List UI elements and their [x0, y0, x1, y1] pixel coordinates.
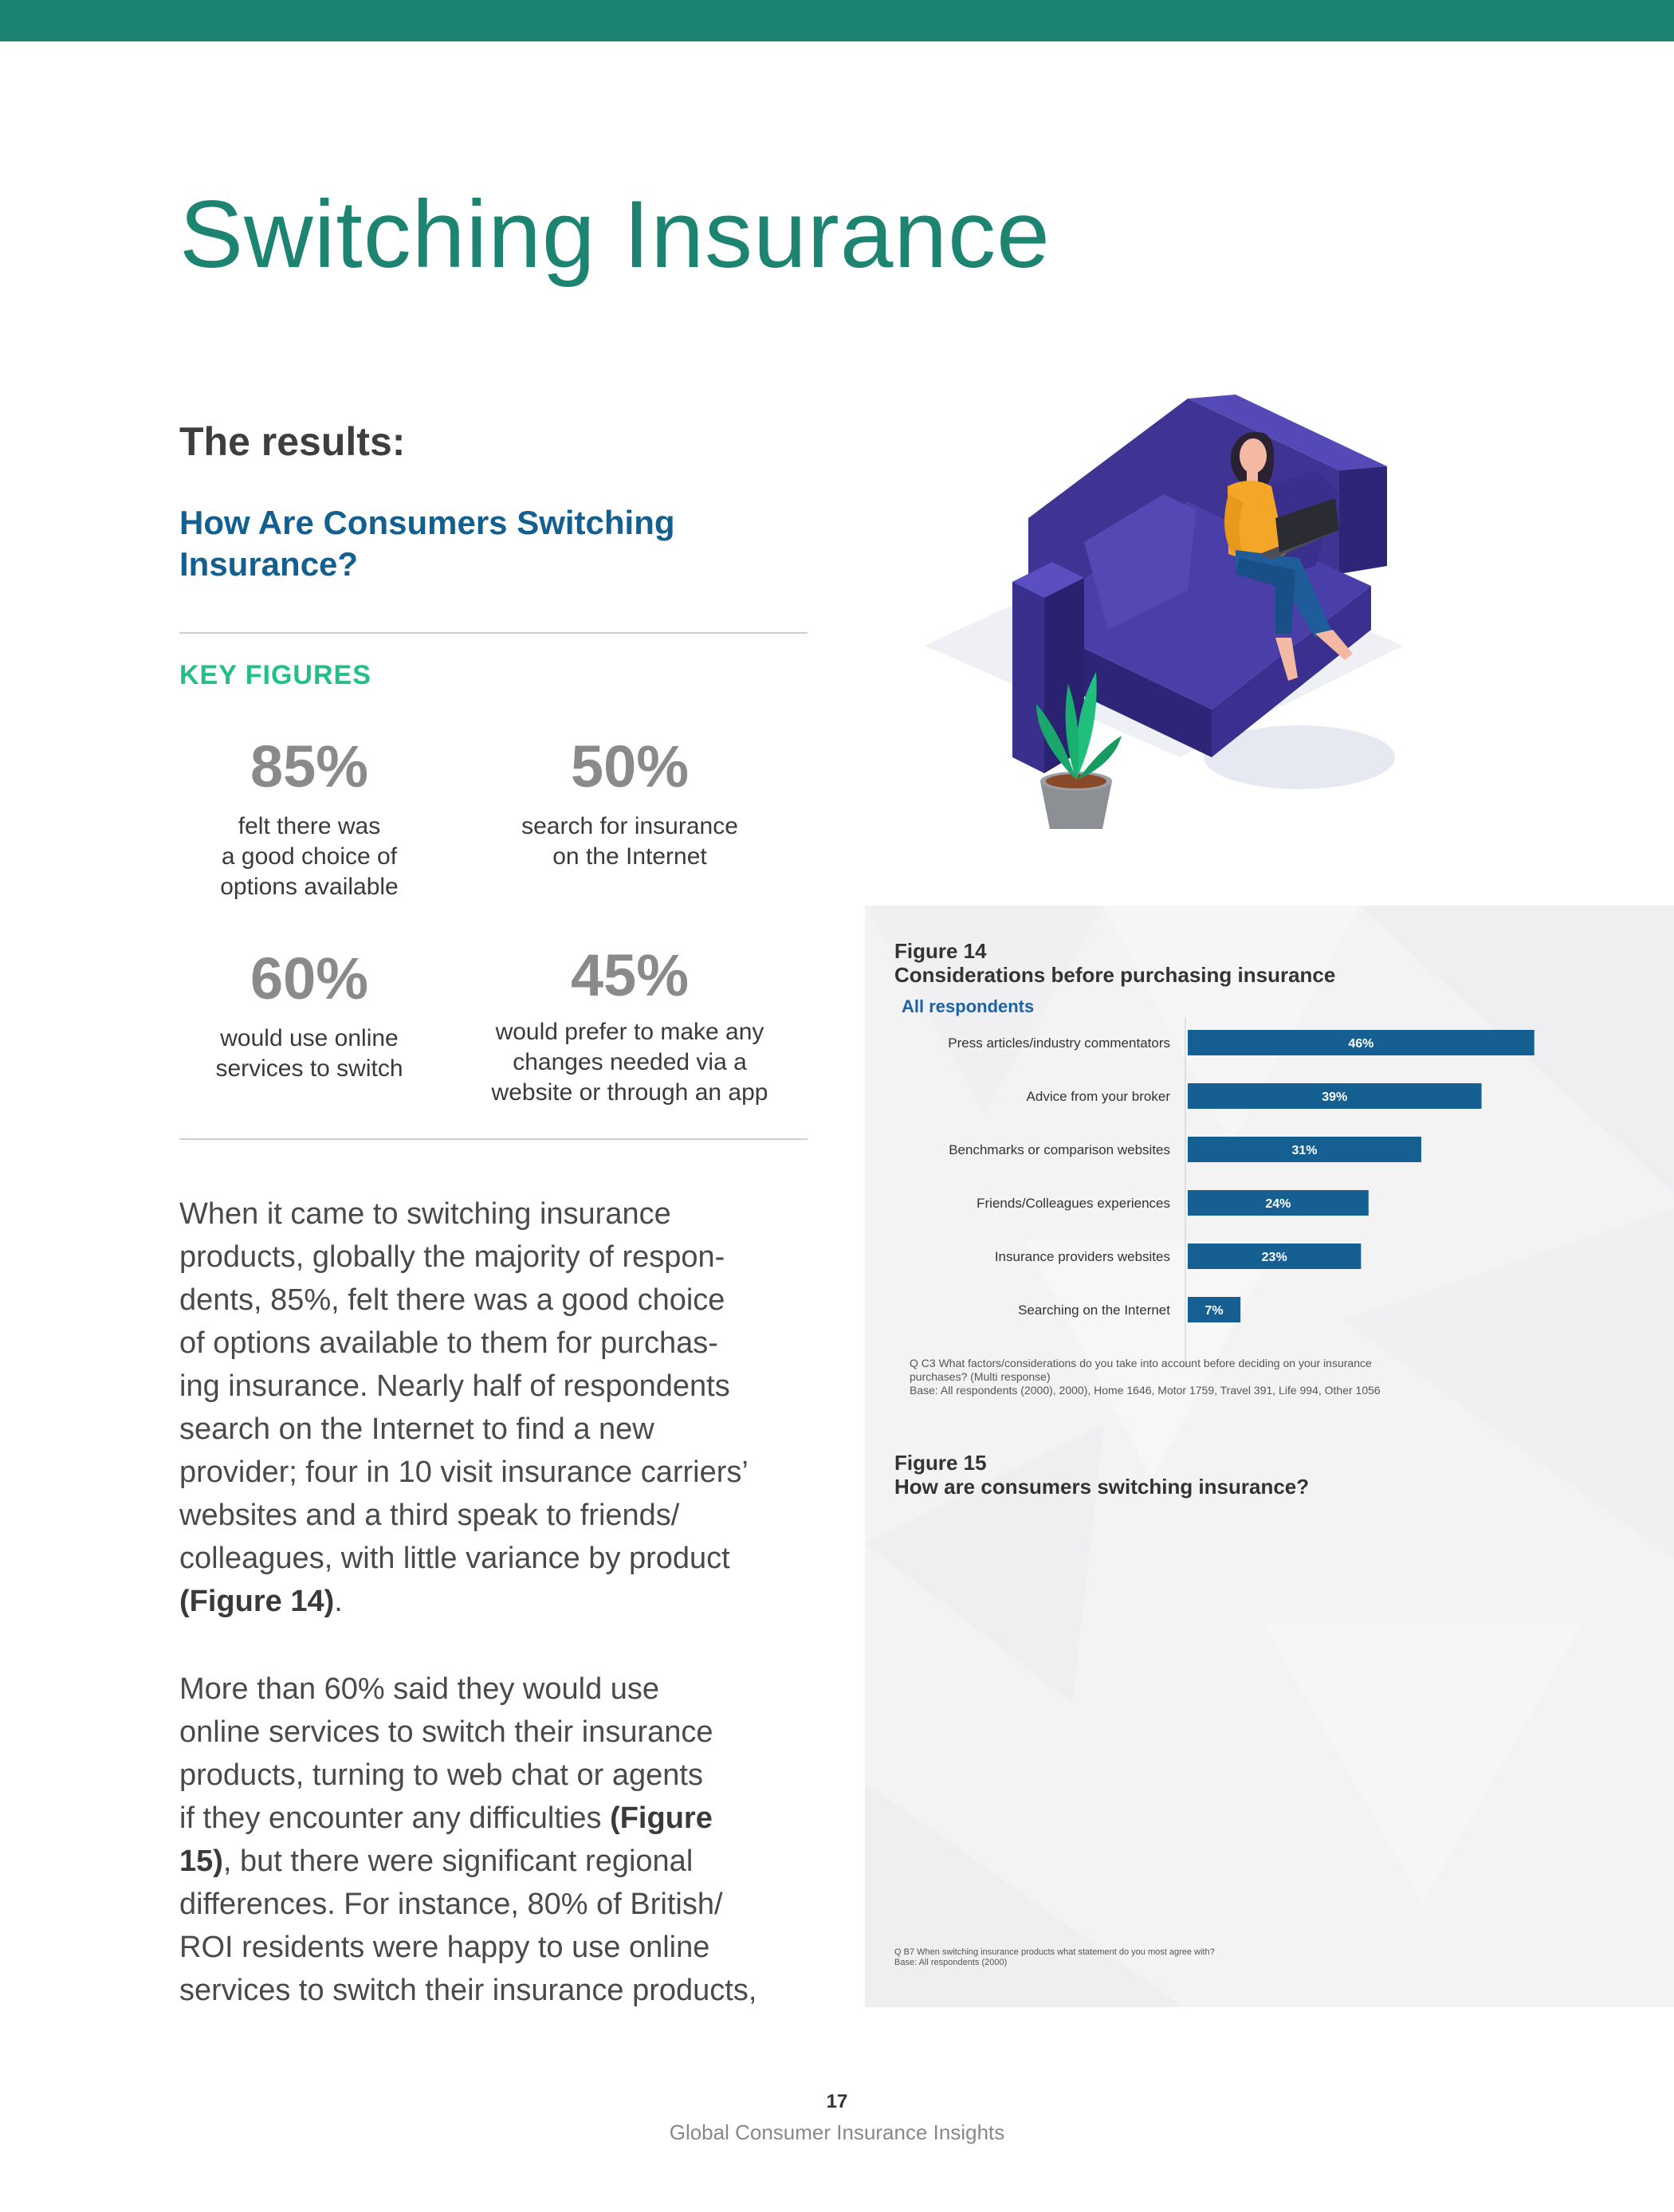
section-subheading: How Are Consumers Switching Insurance?: [179, 504, 675, 583]
figure-15-note: Q B7 When switching insurance products what statement do you most agree with? Base: All respondents (2000): [894, 1947, 1215, 1967]
chart-value-label: 24%: [1265, 1197, 1291, 1211]
figure-15-reference: (Figure: [610, 1801, 713, 1835]
body-paragraph-1: When it came to switching insurance products, globally the majority of respon- dents, 85%, felt there was a good choice of options available to them for purchas- ing insurance. Nearly half of respondents search on the Internet to find a new provider; four in 10 visit insurance carriers’ websites and a third speak to friends/ colleagues, with little variance by product (Figure 14).: [179, 1197, 749, 1618]
chart-value-label: 46%: [1348, 1037, 1374, 1051]
page-number: 17: [826, 2091, 848, 2112]
chart-value-label: 7%: [1204, 1304, 1224, 1318]
chart-value-label: 39%: [1322, 1090, 1348, 1104]
key-figure-60: [142, 947, 477, 1084]
figure-14-chart: [865, 1017, 1674, 1471]
key-figure-text: search for insurance on the Internet: [521, 813, 738, 870]
figure-15-chart: [865, 1511, 1674, 1958]
chart-category-label: Searching on the Internet: [1018, 1302, 1170, 1318]
divider-top: [179, 632, 808, 634]
figure-14-heading: Figure 14 Considerations before purchasing insurance: [894, 939, 1336, 987]
key-figure-value: 45%: [570, 942, 690, 1008]
key-figure-85: [142, 735, 477, 902]
key-figures-label: KEY FIGURES: [179, 660, 371, 690]
body-paragraph-2: More than 60% said they would use online services to switch their insurance products, turning to web chat or agents if they encounter any difficulties (Figure 15), but there were significant regional differences. For instance, 80% of British/ ROI residents were happy to use online services to switch their insurance products,: [179, 1672, 757, 2007]
woman-face: [1240, 438, 1267, 473]
key-figure-text: felt there was a good choice of options available: [220, 813, 399, 900]
chart-category-label: Friends/Colleagues experiences: [976, 1196, 1170, 1211]
key-figure-value: 85%: [250, 733, 369, 800]
footer-title: Global Consumer Insurance Insights: [669, 2120, 1005, 2144]
figure-14-subtitle: All respondents: [902, 996, 1035, 1016]
figure-14-note: Q C3 What factors/considerations do you take into account before deciding on your insurance purchases? (Multi response) Base: All respondents (2000), 2000), Home 1646, Motor 1759, Travel 391, Life 994, Other 1056: [910, 1357, 1381, 1397]
figure-14-reference: (Figure 14): [179, 1585, 335, 1618]
key-figure-value: 60%: [250, 945, 369, 1012]
chart-value-label: 31%: [1291, 1144, 1318, 1157]
key-figure-50: [462, 735, 797, 872]
chart-category-label: Insurance providers websites: [994, 1249, 1170, 1264]
chart-category-label: Advice from your broker: [1026, 1089, 1170, 1104]
chart-category-label: Benchmarks or comparison websites: [949, 1142, 1170, 1157]
top-color-band: [0, 0, 1674, 41]
key-figure-value: 50%: [570, 733, 690, 800]
chart-category-label: Press articles/industry commentators: [948, 1035, 1170, 1051]
key-figure-text: would prefer to make any changes needed via a website or through an app: [491, 1019, 768, 1106]
results-heading: The results:: [179, 419, 406, 464]
divider-bottom: [179, 1138, 808, 1140]
key-figure-text: would use online services to switch: [215, 1025, 403, 1082]
page-title: Switching Insurance: [179, 181, 1051, 288]
woman-on-sofa-illustration: [925, 383, 1443, 837]
figure-15-reference-end: 15): [179, 1845, 223, 1878]
key-figure-45: [462, 944, 797, 1108]
figures-panel: [865, 906, 1674, 2007]
chart-value-label: 23%: [1261, 1251, 1287, 1264]
figure-15-heading: Figure 15 How are consumers switching insurance?: [894, 1451, 1310, 1499]
